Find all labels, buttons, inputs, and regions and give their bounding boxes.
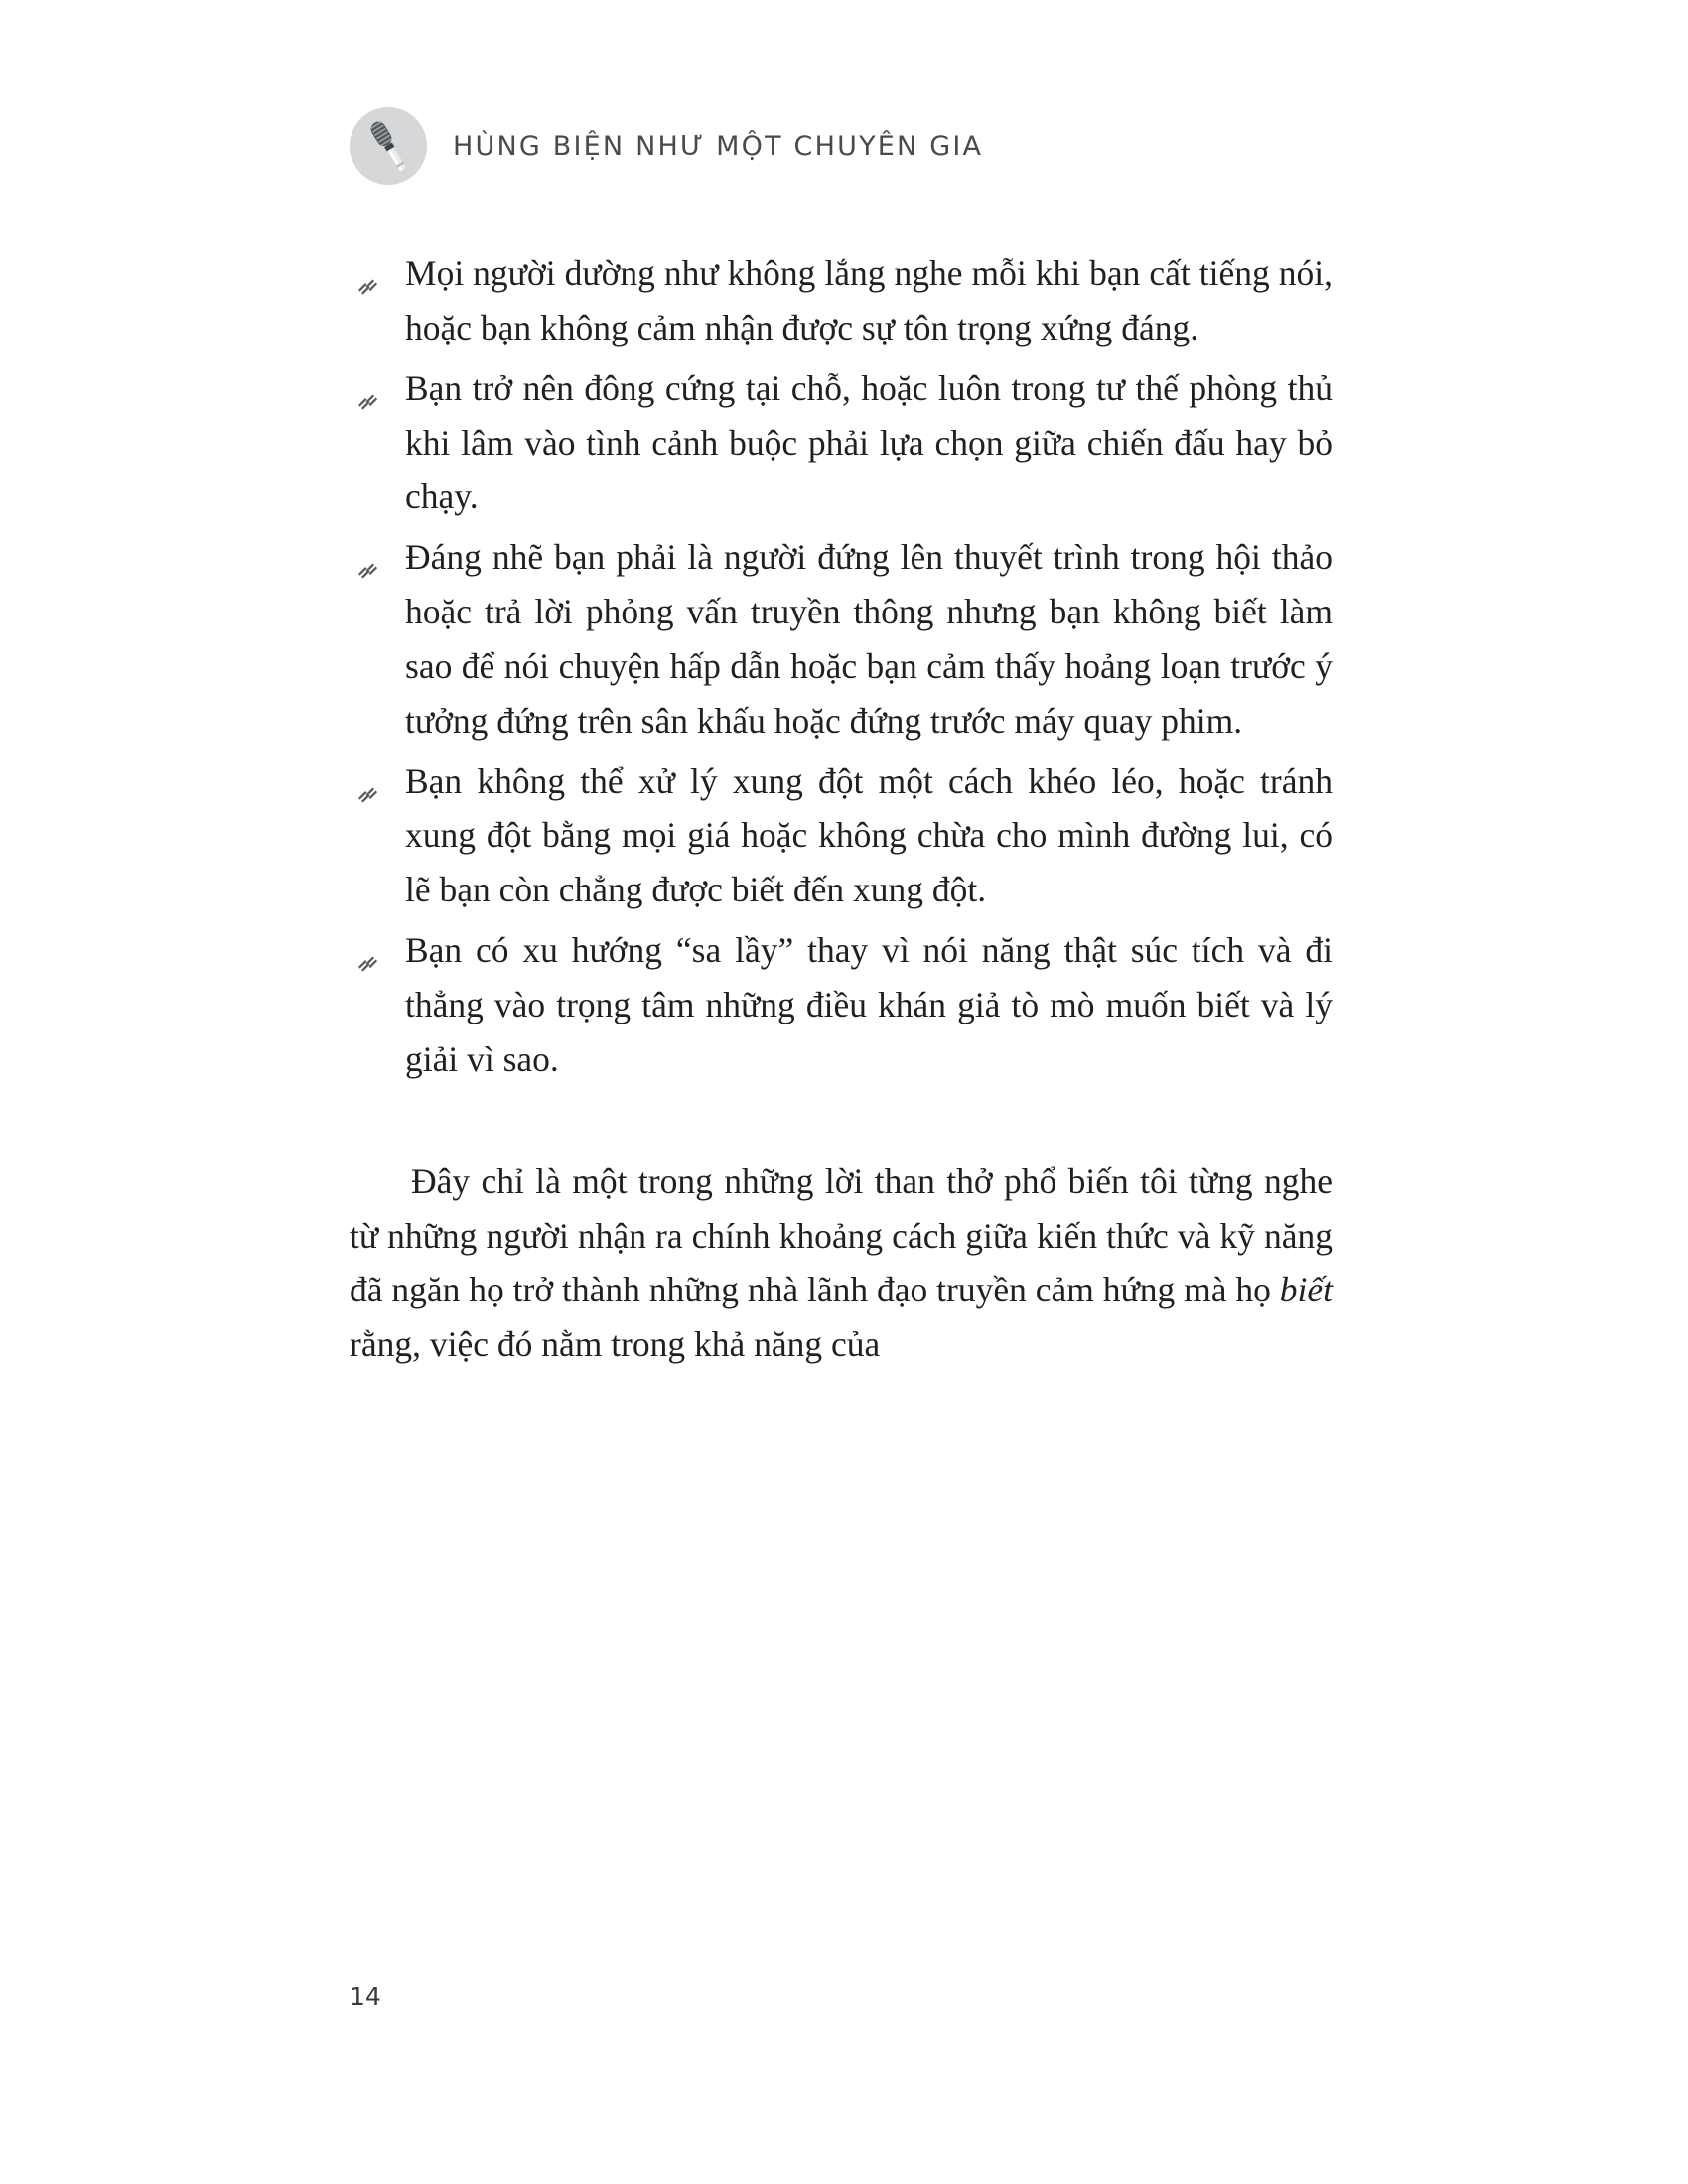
header-title: HÙNG BIỆN NHƯ MỘT CHUYÊN GIA [453, 130, 984, 162]
list-item-text: Đáng nhẽ bạn phải là người đứng lên thuyết trình trong hội thảo hoặc trả lời phỏng vấn truyền thông nhưng bạn không biết làm sao để nói chuyện hấp dẫn hoặc bạn cảm thấy hoảng loạn trước ý tưởng đứng trên sân khấu hoặc đứng trước máy quay phim. [405, 537, 1333, 741]
bullet-marker-icon [357, 543, 379, 565]
page-content [350, 246, 1333, 1372]
list-item-text: Bạn không thể xử lý xung đột một cách khéo léo, hoặc tránh xung đột bằng mọi giá hoặc không chừa cho mình đường lui, có lẽ bạn còn chẳng được biết đến xung đột. [405, 760, 1333, 910]
list-item [350, 923, 1333, 1087]
list-item [350, 361, 1333, 525]
body-paragraph [350, 1155, 1333, 1372]
bullet-marker-icon [357, 259, 379, 281]
page-number: 14 [350, 1982, 381, 2011]
microphone-icon [350, 107, 427, 185]
list-item-text: Bạn có xu hướng “sa lầy” thay vì nói năng thật súc tích và đi thẳng vào trọng tâm những điều khán giả tò mò muốn biết và lý giải vì sao. [405, 930, 1333, 1079]
list-item [350, 754, 1333, 918]
page-header [350, 107, 983, 185]
list-item-text: Mọi người dường như không lắng nghe mỗi khi bạn cất tiếng nói, hoặc bạn không cảm nhận được sự tôn trọng xứng đáng. [405, 253, 1333, 347]
bullet-marker-icon [357, 374, 379, 396]
paragraph-emphasis: biết [1279, 1270, 1333, 1310]
bullet-marker-icon [357, 767, 379, 789]
list-item [350, 246, 1333, 355]
paragraph-part-one: Đây chỉ là một trong những lời than thở phổ biến tôi từng nghe từ những người nhận ra chính khoảng cách giữa kiến thức và kỹ năng đã ngăn họ trở thành những nhà lãnh đạo truyền cảm hứng mà họ [350, 1160, 1333, 1310]
list-item [350, 530, 1333, 748]
bullet-list [350, 246, 1333, 1087]
paragraph-part-two: rằng, việc đó nằm trong khả năng của [350, 1324, 881, 1365]
list-item-text: Bạn trở nên đông cứng tại chỗ, hoặc luôn trong tư thế phòng thủ khi lâm vào tình cảnh buộc phải lựa chọn giữa chiến đấu hay bỏ chạy. [405, 367, 1333, 517]
bullet-marker-icon [357, 936, 379, 958]
